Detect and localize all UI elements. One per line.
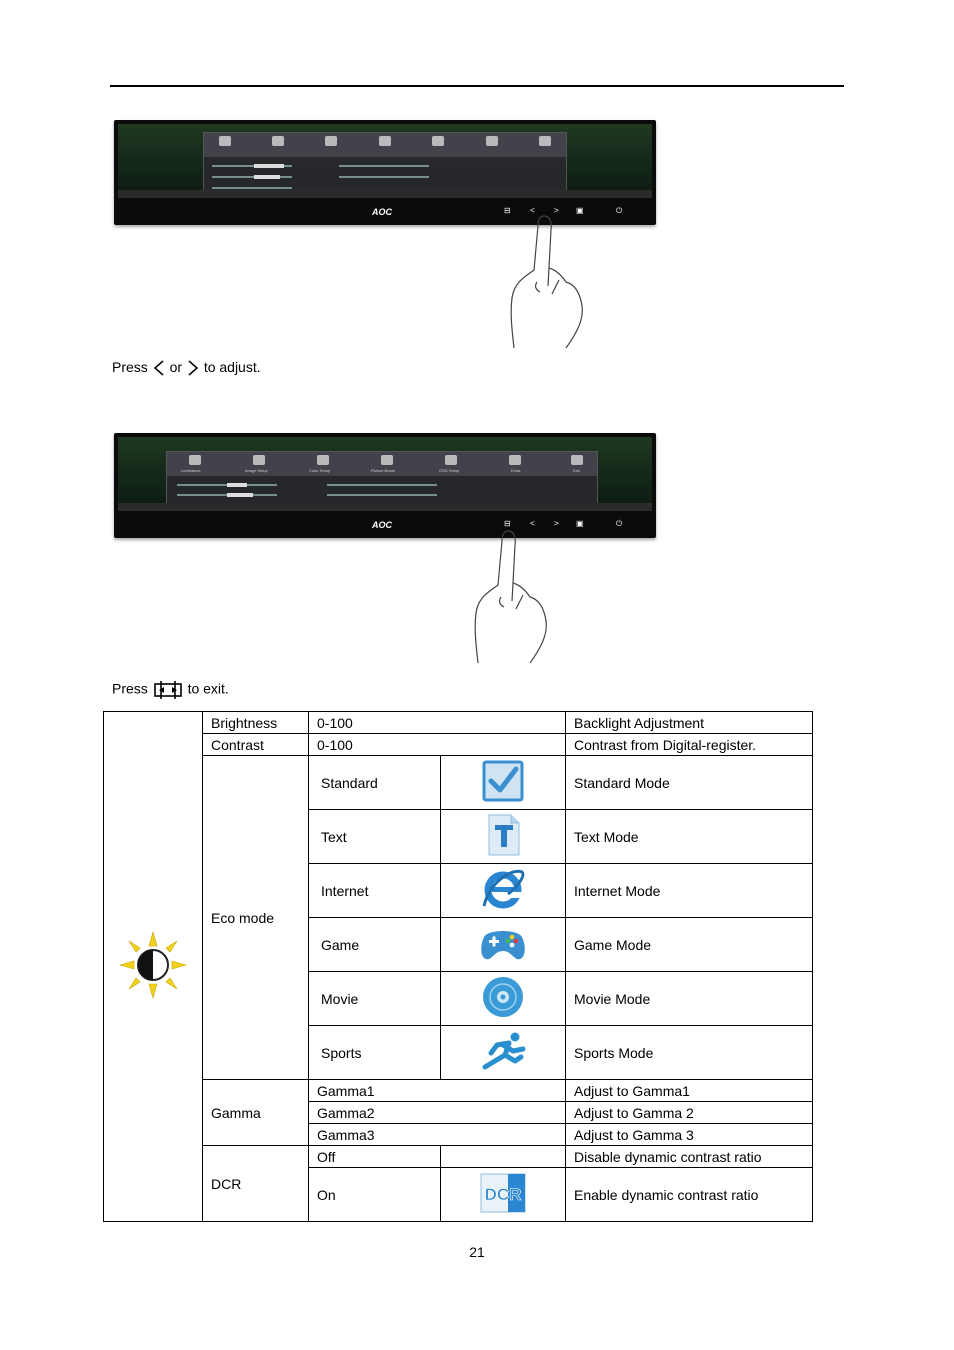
eco-sports-icon-cell	[441, 1026, 566, 1080]
exit-caption	[112, 680, 229, 700]
runner-icon	[479, 1031, 527, 1071]
dcr-icon	[480, 1173, 526, 1213]
osd-tab-exit: Exit	[573, 468, 580, 473]
text-document-icon	[481, 813, 525, 857]
pointing-hand-icon	[468, 525, 558, 665]
eco-game-desc: Game Mode	[566, 918, 813, 972]
aoc-logo: AOC	[372, 207, 392, 217]
header-rule	[110, 85, 844, 87]
eco-internet-name: Internet	[309, 864, 441, 918]
gamma1-desc: Adjust to Gamma1	[566, 1080, 813, 1102]
eco-sports-name: Sports	[309, 1026, 441, 1080]
left-button[interactable]: <	[530, 206, 535, 215]
eco-text-name: Text	[309, 810, 441, 864]
brightness-name: Brightness	[203, 712, 309, 734]
osd-tab-picture-boost: Picture Boost	[371, 468, 395, 473]
osd-menu	[203, 132, 567, 196]
eco-mode-name: Eco mode	[203, 756, 309, 1080]
power-button[interactable]: ⏻	[616, 206, 623, 215]
luminance-icon-cell	[104, 712, 203, 1222]
eco-sports-desc: Sports Mode	[566, 1026, 813, 1080]
luminance-table	[103, 711, 813, 1222]
table-row	[104, 734, 813, 756]
osd-tab-extra: Extra	[511, 468, 521, 473]
osd-tab-color-setup: Color Setup	[309, 468, 331, 473]
input-button[interactable]: ▣	[576, 519, 584, 528]
eco-movie-name: Movie	[309, 972, 441, 1026]
osd-menu	[166, 451, 598, 509]
eco-internet-desc: Internet Mode	[566, 864, 813, 918]
aoc-logo: AOC	[372, 520, 392, 530]
dcr-on-name: On	[309, 1168, 441, 1222]
eco-movie-desc: Movie Mode	[566, 972, 813, 1026]
pointing-hand-icon	[504, 210, 594, 350]
left-button[interactable]: <	[530, 519, 535, 528]
table-row	[104, 1146, 813, 1168]
osd-tab-image-setup: Image Setup	[245, 468, 268, 473]
brightness-range: 0-100	[309, 712, 566, 734]
or-label: or	[169, 359, 183, 375]
internet-explorer-icon	[480, 866, 526, 912]
power-button[interactable]: ⏻	[616, 519, 623, 528]
eco-game-icon-cell	[441, 918, 566, 972]
eco-internet-icon-cell	[441, 864, 566, 918]
dcr-name: DCR	[203, 1146, 309, 1222]
monitor-photo-exit	[114, 433, 659, 667]
gamma3-name: Gamma3	[309, 1124, 566, 1146]
eco-standard-name: Standard	[309, 756, 441, 810]
gamma3-desc: Adjust to Gamma 3	[566, 1124, 813, 1146]
page-number: 21	[469, 1244, 485, 1260]
svg-text:DCR: DCR	[484, 1185, 522, 1204]
eco-text-desc: Text Mode	[566, 810, 813, 864]
disc-icon	[481, 975, 525, 1019]
contrast-range: 0-100	[309, 734, 566, 756]
menu-exit-button[interactable]: ⊟	[504, 206, 511, 215]
luminance-sun-icon	[118, 930, 188, 1000]
table-row	[104, 756, 813, 810]
menu-exit-button[interactable]: ⊟	[504, 519, 511, 528]
eco-game-name: Game	[309, 918, 441, 972]
contrast-name: Contrast	[203, 734, 309, 756]
monitor-photo-adjust	[114, 120, 659, 352]
adjust-caption	[112, 359, 261, 376]
exit-tail-label: to exit.	[187, 680, 229, 697]
table-row	[104, 1080, 813, 1102]
monitor-bezel	[114, 433, 656, 538]
menu-exit-icon	[152, 680, 184, 700]
dcr-on-icon-cell	[441, 1168, 566, 1222]
osd-tab-luminance: Luminance	[181, 468, 201, 473]
dcr-on-desc: Enable dynamic contrast ratio	[566, 1168, 813, 1222]
gamma-name: Gamma	[203, 1080, 309, 1146]
brightness-desc: Backlight Adjustment	[566, 712, 813, 734]
gamma2-name: Gamma2	[309, 1102, 566, 1124]
chevron-right-icon	[186, 360, 200, 376]
monitor-screen	[118, 124, 652, 198]
gamepad-icon	[478, 923, 528, 963]
input-button[interactable]: ▣	[576, 206, 584, 215]
chevron-left-icon	[152, 360, 166, 376]
eco-text-icon-cell	[441, 810, 566, 864]
right-button[interactable]: >	[554, 206, 559, 215]
press-label: Press	[112, 680, 148, 697]
gamma1-name: Gamma1	[309, 1080, 566, 1102]
contrast-desc: Contrast from Digital-register.	[566, 734, 813, 756]
eco-standard-desc: Standard Mode	[566, 756, 813, 810]
table-row	[104, 712, 813, 734]
right-button[interactable]: >	[554, 519, 559, 528]
dcr-off-desc: Disable dynamic contrast ratio	[566, 1146, 813, 1168]
dcr-off-icon-cell	[441, 1146, 566, 1168]
press-label: Press	[112, 359, 148, 375]
gamma2-desc: Adjust to Gamma 2	[566, 1102, 813, 1124]
eco-movie-icon-cell	[441, 972, 566, 1026]
dcr-off-name: Off	[309, 1146, 441, 1168]
adjust-tail-label: to adjust.	[203, 359, 261, 375]
monitor-screen	[118, 437, 652, 511]
eco-standard-icon-cell	[441, 756, 566, 810]
checkmark-icon	[481, 759, 525, 803]
osd-tab-osd-setup: OSD Setup	[439, 468, 460, 473]
